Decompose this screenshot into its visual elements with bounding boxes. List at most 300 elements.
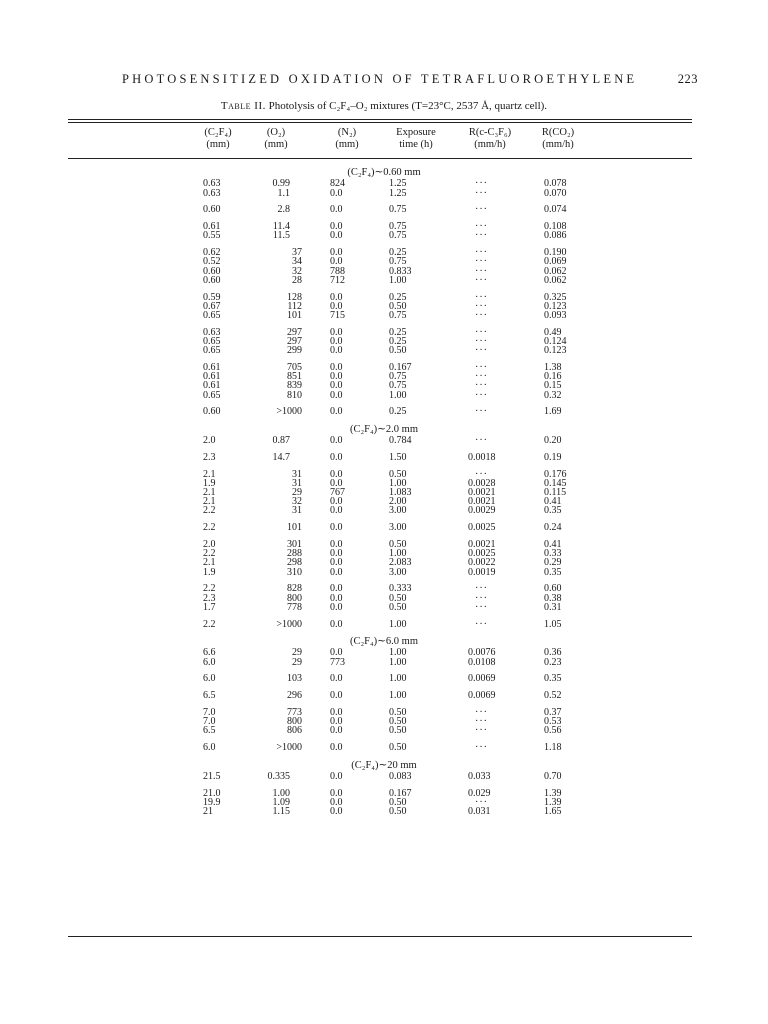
exposure-cell: 0.75 (389, 204, 407, 216)
n2-cell: 0.0 (330, 566, 343, 578)
o2-cell: 296 (287, 690, 302, 702)
o2-cell: 14.7 (272, 451, 290, 463)
o2-cell: 32 (292, 265, 302, 277)
o2-cell: 297 (287, 335, 302, 347)
c2f4-cell: 0.61 (203, 221, 221, 233)
c2f4-cell: 0.65 (203, 389, 221, 401)
o2-cell: 101 (287, 309, 302, 321)
c2f4-cell: 2.1 (203, 468, 216, 480)
c2f4-cell: 6.0 (203, 742, 216, 754)
o2-cell: 705 (287, 361, 302, 373)
exposure-cell: 0.50 (389, 796, 407, 808)
o2-cell: 806 (287, 725, 302, 737)
n2-cell: 0.0 (330, 806, 343, 817)
exposure-cell: 1.00 (389, 274, 407, 286)
o2-cell: 1.09 (272, 796, 290, 808)
r-co2-cell: 1.65 (544, 806, 562, 817)
r-co2-cell: 0.070 (544, 187, 567, 199)
r-co2-cell: 0.123 (544, 345, 567, 357)
r-c3f6-cell: ··· (475, 592, 488, 604)
top-rule (68, 119, 692, 120)
r-co2-cell: 0.124 (544, 335, 567, 347)
r-c3f6-cell: 0.0022 (468, 557, 496, 569)
o2-cell: 0.99 (272, 178, 290, 190)
c2f4-cell: 2.1 (203, 496, 216, 508)
exposure-cell: 0.50 (389, 539, 407, 550)
exposure-cell: 3.00 (389, 505, 407, 517)
r-c3f6-cell: ··· (475, 389, 488, 401)
n2-cell: 0.0 (330, 725, 343, 737)
o2-cell: 2.8 (277, 204, 290, 216)
r-co2-cell: 0.60 (544, 583, 562, 595)
o2-cell: 839 (287, 380, 302, 392)
exposure-cell: 0.333 (389, 583, 412, 595)
exposure-cell: 0.25 (389, 247, 407, 259)
c2f4-cell: 21.5 (203, 770, 221, 782)
exposure-cell: 1.00 (389, 656, 407, 668)
c2f4-cell: 6.5 (203, 690, 216, 702)
o2-cell: 29 (292, 487, 302, 498)
r-co2-cell: 0.35 (544, 673, 562, 685)
c2f4-cell: 0.60 (203, 265, 221, 277)
exposure-cell: 0.167 (389, 361, 412, 373)
col-header-n2: (N₂) (mm) (335, 127, 359, 150)
exposure-cell: 0.833 (389, 265, 412, 277)
r-co2-cell: 0.062 (544, 265, 567, 277)
exposure-cell: 0.50 (389, 345, 407, 357)
c2f4-cell: 0.60 (203, 274, 221, 286)
r-c3f6-cell: ··· (475, 326, 488, 338)
c2f4-cell: 0.63 (203, 326, 221, 338)
exposure-cell: 1.00 (389, 548, 407, 560)
r-c3f6-cell: 0.0076 (468, 647, 496, 659)
o2-cell: 31 (292, 477, 302, 489)
exposure-cell: 1.00 (389, 389, 407, 401)
r-c3f6-cell: ··· (475, 335, 488, 347)
o2-cell: >1000 (276, 618, 302, 630)
r-c3f6-cell: ··· (475, 706, 488, 718)
col-header-r-c3f6: R(c-C₃F₆) (mm/h) (468, 127, 512, 150)
r-c3f6-cell: ··· (475, 274, 488, 286)
r-co2-cell: 0.123 (544, 300, 567, 312)
r-co2-cell: 0.41 (544, 539, 562, 550)
n2-cell: 0.0 (330, 371, 343, 383)
c2f4-cell: 2.2 (203, 583, 216, 595)
exposure-cell: 0.25 (389, 335, 407, 347)
exposure-cell: 1.00 (389, 673, 407, 685)
n2-cell: 0.0 (330, 451, 343, 463)
o2-cell: 31 (292, 468, 302, 480)
running-title: PHOTOSENSITIZED OXIDATION OF TETRAFLUOROETHYLENE (122, 72, 638, 86)
c2f4-cell: 0.65 (203, 335, 221, 347)
o2-cell: 31 (292, 505, 302, 517)
exposure-cell: 0.50 (389, 706, 407, 718)
r-co2-cell: 1.69 (544, 406, 562, 418)
section-label: (C₂F₄)∼2.0 mm (349, 423, 419, 435)
r-c3f6-cell: 0.031 (468, 806, 491, 817)
r-co2-cell: 0.36 (544, 647, 562, 659)
top-rule-double (68, 122, 692, 123)
n2-cell: 0.0 (330, 221, 343, 233)
r-c3f6-cell: ··· (475, 300, 488, 312)
r-c3f6-cell: 0.0108 (468, 656, 496, 668)
exposure-cell: 1.50 (389, 451, 407, 463)
r-co2-cell: 0.33 (544, 548, 562, 560)
r-c3f6-cell: 0.0028 (468, 477, 496, 489)
c2f4-cell: 2.2 (203, 505, 216, 517)
c2f4-cell: 0.59 (203, 291, 221, 303)
o2-cell: 11.5 (272, 230, 290, 242)
r-c3f6-cell: ··· (475, 601, 488, 613)
o2-cell: >1000 (276, 406, 302, 418)
o2-cell: 37 (292, 247, 302, 259)
r-co2-cell: 0.325 (544, 291, 567, 303)
col-header-o2: (O₂) (mm) (264, 127, 288, 150)
n2-cell: 767 (330, 487, 345, 498)
n2-cell: 0.0 (330, 601, 343, 613)
r-c3f6-cell: ··· (475, 256, 488, 268)
c2f4-cell: 21.0 (203, 787, 221, 799)
c2f4-cell: 0.61 (203, 361, 221, 373)
r-co2-cell: 0.069 (544, 256, 567, 268)
n2-cell: 824 (330, 178, 345, 190)
c2f4-cell: 2.2 (203, 548, 216, 560)
r-co2-cell: 0.074 (544, 204, 567, 216)
exposure-cell: 2.00 (389, 496, 407, 508)
r-c3f6-cell: ··· (475, 309, 488, 321)
exposure-cell: 0.75 (389, 256, 407, 268)
exposure-cell: 0.50 (389, 601, 407, 613)
n2-cell: 0.0 (330, 204, 343, 216)
c2f4-cell: 6.5 (203, 725, 216, 737)
n2-cell: 0.0 (330, 345, 343, 357)
r-co2-cell: 0.56 (544, 725, 562, 737)
r-c3f6-cell: ··· (475, 204, 488, 216)
n2-cell: 0.0 (330, 505, 343, 517)
n2-cell: 715 (330, 309, 345, 321)
r-co2-cell: 0.31 (544, 601, 562, 613)
o2-cell: 297 (287, 326, 302, 338)
o2-cell: 828 (287, 583, 302, 595)
section-label: (C₂F₄)∼6.0 mm (349, 636, 419, 647)
r-co2-cell: 0.093 (544, 309, 567, 321)
o2-cell: 778 (287, 601, 302, 613)
c2f4-cell: 2.2 (203, 522, 216, 534)
n2-cell: 0.0 (330, 389, 343, 401)
exposure-cell: 0.75 (389, 380, 407, 392)
header-rule (68, 158, 692, 159)
r-c3f6-cell: 0.0021 (468, 487, 496, 498)
col-header-exposure: Exposure time (h) (396, 127, 436, 150)
r-c3f6-cell: 0.029 (468, 787, 491, 799)
n2-cell: 0.0 (330, 787, 343, 799)
r-c3f6-cell: 0.0018 (468, 451, 496, 463)
n2-cell: 0.0 (330, 647, 343, 659)
r-c3f6-cell: ··· (475, 583, 488, 595)
n2-cell: 0.0 (330, 716, 343, 728)
c2f4-cell: 0.67 (203, 300, 221, 312)
n2-cell: 0.0 (330, 557, 343, 569)
n2-cell: 0.0 (330, 539, 343, 550)
n2-cell: 0.0 (330, 435, 343, 446)
r-c3f6-cell: ··· (475, 265, 488, 277)
r-co2-cell: 0.70 (544, 770, 562, 782)
r-c3f6-cell: 0.0025 (468, 522, 496, 534)
r-co2-cell: 1.39 (544, 787, 562, 799)
exposure-cell: 1.25 (389, 187, 407, 199)
col-header-c2f4: (C₂F₄) (mm) (204, 127, 232, 150)
r-c3f6-cell: ··· (475, 618, 488, 630)
r-c3f6-cell: ··· (475, 291, 488, 303)
o2-cell: 128 (287, 291, 302, 303)
r-c3f6-cell: ··· (475, 178, 488, 190)
n2-cell: 773 (330, 656, 345, 668)
o2-cell: 28 (292, 274, 302, 286)
o2-cell: 298 (287, 557, 302, 569)
o2-cell: 851 (287, 371, 302, 383)
n2-cell: 0.0 (330, 477, 343, 489)
exposure-cell: 1.083 (389, 487, 412, 498)
bottom-rule (68, 936, 692, 937)
r-co2-cell: 0.078 (544, 178, 567, 190)
r-c3f6-cell: 0.0019 (468, 566, 496, 578)
running-head (122, 70, 698, 88)
o2-cell: 800 (287, 716, 302, 728)
r-co2-cell: 0.176 (544, 468, 567, 480)
c2f4-cell: 0.63 (203, 178, 221, 190)
n2-cell: 0.0 (330, 326, 343, 338)
r-co2-cell: 0.29 (544, 557, 562, 569)
r-c3f6-cell: 0.0069 (468, 673, 496, 685)
n2-cell: 0.0 (330, 796, 343, 808)
n2-cell: 0.0 (330, 770, 343, 782)
exposure-cell: 2.083 (389, 557, 412, 569)
n2-cell: 0.0 (330, 256, 343, 268)
r-co2-cell: 0.37 (544, 706, 562, 718)
o2-cell: 11.4 (272, 221, 290, 233)
o2-cell: 101 (287, 522, 302, 534)
o2-cell: 310 (287, 566, 302, 578)
exposure-cell: 0.50 (389, 725, 407, 737)
r-c3f6-cell: 0.0029 (468, 505, 496, 517)
exposure-cell: 3.00 (389, 522, 407, 534)
exposure-cell: 0.25 (389, 326, 407, 338)
r-c3f6-cell: ··· (475, 371, 488, 383)
o2-cell: 112 (287, 300, 302, 312)
c2f4-cell: 0.62 (203, 247, 221, 259)
r-co2-cell: 0.145 (544, 477, 567, 489)
r-co2-cell: 0.20 (544, 435, 562, 446)
r-co2-cell: 0.062 (544, 274, 567, 286)
c2f4-cell: 1.9 (203, 477, 216, 489)
n2-cell: 0.0 (330, 380, 343, 392)
c2f4-cell: 19.9 (203, 796, 221, 808)
r-co2-cell: 0.24 (544, 522, 562, 534)
r-co2-cell: 0.52 (544, 690, 562, 702)
r-co2-cell: 0.16 (544, 371, 562, 383)
n2-cell: 0.0 (330, 230, 343, 242)
exposure-cell: 0.25 (389, 291, 407, 303)
r-co2-cell: 0.086 (544, 230, 567, 242)
n2-cell: 0.0 (330, 583, 343, 595)
n2-cell: 0.0 (330, 291, 343, 303)
r-co2-cell: 0.35 (544, 566, 562, 578)
r-c3f6-cell: ··· (475, 468, 488, 480)
n2-cell: 712 (330, 274, 345, 286)
c2f4-cell: 2.0 (203, 435, 216, 446)
c2f4-cell: 0.60 (203, 204, 221, 216)
table-caption-text: Photolysis of C₂F₄–O₂ mixtures (T=23°C, 2537 Å, quartz cell). (268, 100, 548, 112)
r-c3f6-cell: 0.0025 (468, 548, 496, 560)
exposure-cell: 3.00 (389, 566, 407, 578)
n2-cell: 0.0 (330, 335, 343, 347)
exposure-cell: 1.25 (389, 178, 407, 190)
r-co2-cell: 0.15 (544, 380, 562, 392)
exposure-cell: 0.50 (389, 716, 407, 728)
o2-cell: 299 (287, 345, 302, 357)
n2-cell: 0.0 (330, 618, 343, 630)
c2f4-cell: 0.63 (203, 187, 221, 199)
o2-cell: 29 (292, 656, 302, 668)
n2-cell: 0.0 (330, 592, 343, 604)
table-caption (0, 99, 768, 113)
r-c3f6-cell: 0.033 (468, 770, 491, 782)
table-label: Table II. (220, 100, 266, 112)
col-header-r-co2: R(CO₂) (mm/h) (541, 127, 575, 150)
c2f4-cell: 2.1 (203, 557, 216, 569)
r-c3f6-cell: ··· (475, 406, 488, 418)
r-c3f6-cell: ··· (475, 725, 488, 737)
r-c3f6-cell: ··· (475, 742, 488, 754)
section-label: (C₂F₄)∼20 mm (351, 759, 417, 771)
r-c3f6-cell: ··· (475, 716, 488, 728)
n2-cell: 0.0 (330, 548, 343, 560)
exposure-cell: 1.00 (389, 618, 407, 630)
c2f4-cell: 21 (203, 806, 213, 817)
r-co2-cell: 1.18 (544, 742, 562, 754)
r-c3f6-cell: 0.0021 (468, 539, 496, 550)
c2f4-cell: 6.0 (203, 673, 216, 685)
o2-cell: 0.335 (267, 770, 290, 782)
exposure-cell: 0.75 (389, 371, 407, 383)
r-co2-cell: 0.32 (544, 389, 562, 401)
n2-cell: 0.0 (330, 496, 343, 508)
section-label: (C₂F₄)∼0.60 mm (347, 167, 421, 178)
exposure-cell: 1.00 (389, 477, 407, 489)
r-co2-cell: 0.53 (544, 716, 562, 728)
r-co2-cell: 0.49 (544, 326, 562, 338)
exposure-cell: 0.50 (389, 468, 407, 480)
exposure-cell: 1.00 (389, 690, 407, 702)
n2-cell: 0.0 (330, 247, 343, 259)
exposure-cell: 0.25 (389, 406, 407, 418)
n2-cell: 0.0 (330, 690, 343, 702)
c2f4-cell: 6.6 (203, 647, 216, 659)
exposure-cell: 0.50 (389, 806, 407, 817)
c2f4-cell: 1.9 (203, 566, 216, 578)
n2-cell: 0.0 (330, 300, 343, 312)
r-co2-cell: 0.38 (544, 592, 562, 604)
o2-cell: 301 (287, 539, 302, 550)
o2-cell: 29 (292, 647, 302, 659)
r-c3f6-cell: ··· (475, 247, 488, 259)
r-c3f6-cell: ··· (475, 187, 488, 199)
exposure-cell: 0.167 (389, 787, 412, 799)
o2-cell: 1.00 (272, 787, 290, 799)
o2-cell: 810 (287, 389, 302, 401)
o2-cell: 32 (292, 496, 302, 508)
exposure-cell: 0.75 (389, 309, 407, 321)
r-co2-cell: 0.190 (544, 247, 567, 259)
r-co2-cell: 1.38 (544, 361, 562, 373)
r-co2-cell: 0.41 (544, 496, 562, 508)
exposure-cell: 0.50 (389, 742, 407, 754)
c2f4-cell: 2.3 (203, 451, 216, 463)
c2f4-cell: 2.2 (203, 618, 216, 630)
n2-cell: 0.0 (330, 187, 343, 199)
r-c3f6-cell: 0.0069 (468, 690, 496, 702)
o2-cell: 800 (287, 592, 302, 604)
o2-cell: 1.15 (272, 806, 290, 817)
n2-cell: 0.0 (330, 468, 343, 480)
exposure-cell: 0.083 (389, 770, 412, 782)
n2-cell: 788 (330, 265, 345, 277)
exposure-cell: 0.50 (389, 300, 407, 312)
page-number: 223 (677, 72, 698, 86)
exposure-cell: 0.50 (389, 592, 407, 604)
o2-cell: 0.87 (272, 435, 290, 446)
c2f4-cell: 0.55 (203, 230, 221, 242)
o2-cell: 288 (287, 548, 302, 560)
r-co2-cell: 1.39 (544, 796, 562, 808)
c2f4-cell: 0.52 (203, 256, 221, 268)
exposure-cell: 0.75 (389, 230, 407, 242)
r-c3f6-cell: ··· (475, 230, 488, 242)
r-co2-cell: 0.19 (544, 451, 562, 463)
c2f4-cell: 0.61 (203, 371, 221, 383)
o2-cell: >1000 (276, 742, 302, 754)
c2f4-cell: 6.0 (203, 656, 216, 668)
r-c3f6-cell: ··· (475, 345, 488, 357)
c2f4-cell: 7.0 (203, 716, 216, 728)
c2f4-cell: 7.0 (203, 706, 216, 718)
exposure-cell: 0.784 (389, 435, 412, 446)
c2f4-cell: 0.65 (203, 309, 221, 321)
r-co2-cell: 1.05 (544, 618, 562, 630)
n2-cell: 0.0 (330, 673, 343, 685)
r-co2-cell: 0.35 (544, 505, 562, 517)
o2-cell: 1.1 (277, 187, 290, 199)
r-c3f6-cell: ··· (475, 796, 488, 808)
n2-cell: 0.0 (330, 706, 343, 718)
c2f4-cell: 0.61 (203, 380, 221, 392)
n2-cell: 0.0 (330, 406, 343, 418)
n2-cell: 0.0 (330, 742, 343, 754)
n2-cell: 0.0 (330, 361, 343, 373)
o2-cell: 103 (287, 673, 302, 685)
r-co2-cell: 0.108 (544, 221, 567, 233)
c2f4-cell: 1.7 (203, 601, 216, 613)
c2f4-cell: 0.60 (203, 406, 221, 418)
n2-cell: 0.0 (330, 522, 343, 534)
c2f4-cell: 2.1 (203, 487, 216, 498)
r-co2-cell: 0.23 (544, 656, 562, 668)
r-c3f6-cell: 0.0021 (468, 496, 496, 508)
exposure-cell: 0.75 (389, 221, 407, 233)
r-c3f6-cell: ··· (475, 221, 488, 233)
o2-cell: 34 (292, 256, 302, 268)
r-c3f6-cell: ··· (475, 435, 488, 446)
